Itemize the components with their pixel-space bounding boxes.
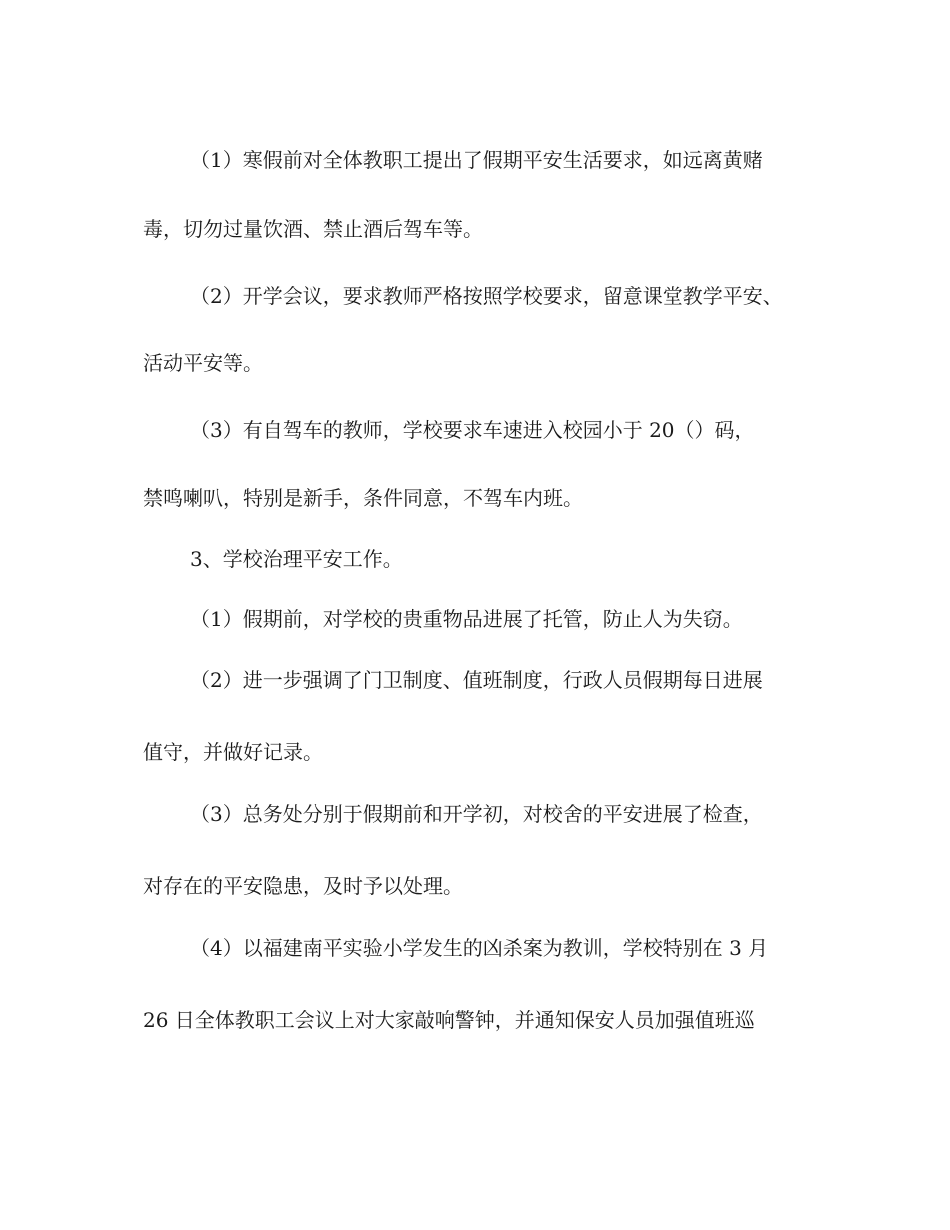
paragraph-line: 26 日全体教职工会议上对大家敲响警钟，并通知保安人员加强值班巡 bbox=[143, 1008, 755, 1032]
paragraph-line: 对存在的平安隐患，及时予以处理。 bbox=[143, 874, 463, 898]
paragraph-line: （4）以福建南平实验小学发生的凶杀案为教训，学校特别在 3 月 bbox=[190, 936, 769, 960]
paragraph-line: （1）寒假前对全体教职工提出了假期平安生活要求，如远离黄赌 bbox=[190, 148, 763, 172]
paragraph-line: （2）进一步强调了门卫制度、值班制度，行政人员假期每日进展 bbox=[190, 668, 763, 692]
paragraph-line: 禁鸣喇叭，特别是新手，条件同意，不驾车内班。 bbox=[143, 486, 583, 510]
paragraph-line: 活动平安等。 bbox=[143, 351, 263, 375]
paragraph-line: 毒，切勿过量饮酒、禁止酒后驾车等。 bbox=[143, 217, 483, 241]
paragraph-line: 值守，并做好记录。 bbox=[143, 740, 323, 764]
paragraph-line: （2）开学会议，要求教师严格按照学校要求，留意课堂教学平安、 bbox=[190, 284, 783, 308]
section-heading: 3、学校治理平安工作。 bbox=[190, 547, 403, 571]
paragraph-line: （3）有自驾车的教师，学校要求车速进入校园小于 20（）码， bbox=[190, 418, 755, 442]
paragraph-line: （3）总务处分别于假期前和开学初，对校舍的平安进展了检查， bbox=[190, 802, 763, 826]
paragraph-line: （1）假期前，对学校的贵重物品进展了托管，防止人为失窃。 bbox=[190, 607, 743, 631]
